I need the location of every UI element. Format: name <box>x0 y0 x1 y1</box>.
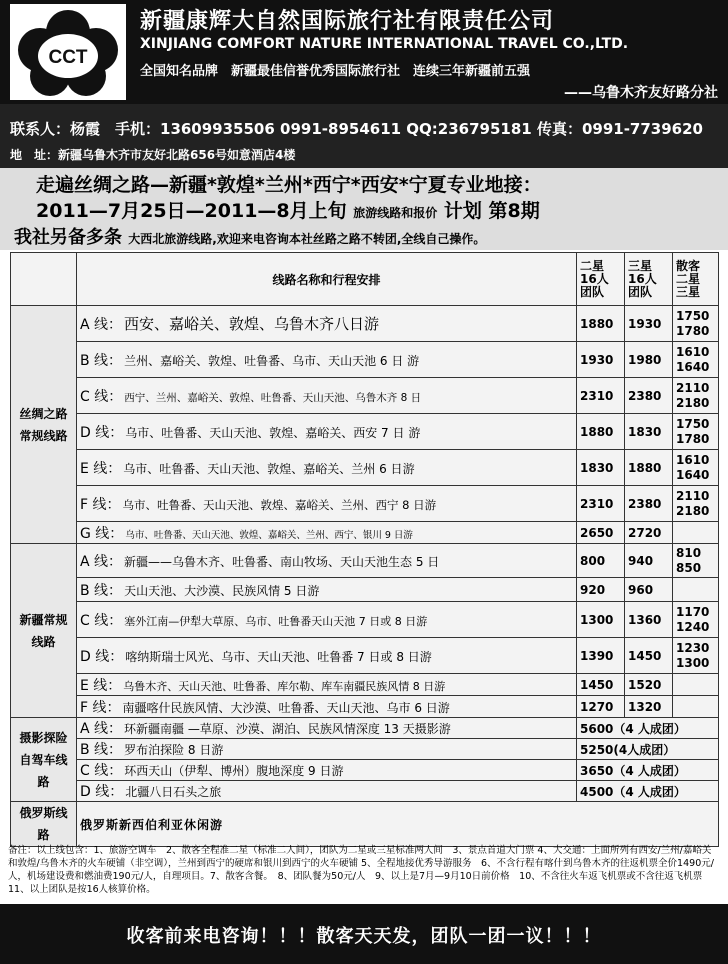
price-3star: 1360 <box>625 602 673 638</box>
group-label-photography: 摄影探险自驾车线路 <box>11 718 77 802</box>
route-code: B 线： <box>80 352 123 369</box>
table-row <box>11 342 719 378</box>
table-row <box>11 450 719 486</box>
route-desc: 新疆——乌鲁木齐、吐鲁番、南山牧场、天山天池生态 5 日 <box>124 554 440 569</box>
group-price: 4500（4 人成团） <box>577 781 719 802</box>
header <box>0 0 728 104</box>
price-2star: 1300 <box>577 602 625 638</box>
table-row <box>11 544 719 578</box>
table-row <box>11 781 719 802</box>
price-individual: 1170 1240 <box>673 602 719 638</box>
route-desc: 乌鲁木齐、天山天池、吐鲁番、库尔勒、库车南疆民族风情 8 日游 <box>123 679 446 693</box>
table-row <box>11 378 719 414</box>
table-row <box>11 306 719 342</box>
slogan: 全国知名品牌 新疆最佳信誉优秀国际旅行社 连续三年新疆前五强 <box>140 64 531 79</box>
more-routes-desc: 大西北旅游线路,欢迎来电咨询本社丝路之路不转团,全线自己操作。 <box>128 232 486 246</box>
table-row <box>11 522 719 544</box>
route-desc: 南疆喀什民族风情、大沙漠、吐鲁番、天山天池、乌市 6 日游 <box>122 700 450 715</box>
price-individual <box>673 522 719 544</box>
route-code: E 线： <box>80 677 122 694</box>
price-2star: 1270 <box>577 696 625 718</box>
price-2star: 1830 <box>577 450 625 486</box>
price-individual: 2110 2180 <box>673 378 719 414</box>
route-code: F 线： <box>80 496 121 513</box>
address-line: 地 址：新疆乌鲁木齐市友好北路656号如意酒店4楼 <box>10 148 296 162</box>
banner-line-3 <box>14 223 485 249</box>
price-2star: 1450 <box>577 674 625 696</box>
price-3star: 1520 <box>625 674 673 696</box>
price-3star: 1880 <box>625 450 673 486</box>
price-3star: 1980 <box>625 342 673 378</box>
price-individual <box>673 578 719 602</box>
branch-name: ——乌鲁木齐友好路分社 <box>564 85 718 101</box>
issue-number: 计划 第8期 <box>443 200 540 222</box>
table-row <box>11 674 719 696</box>
price-individual <box>673 696 719 718</box>
route-code: C 线： <box>80 388 123 405</box>
route-desc: 乌市、吐鲁番、天山天池、敦煌、嘉峪关、兰州、西宁 8 日游 <box>122 497 437 512</box>
price-2star: 920 <box>577 578 625 602</box>
price-3star: 1450 <box>625 638 673 674</box>
price-3star: 1830 <box>625 414 673 450</box>
header-col-individual: 散客 二星 三星 <box>673 253 719 306</box>
plan-label: 旅游线路和报价 <box>353 206 438 220</box>
price-2star: 2310 <box>577 378 625 414</box>
price-3star: 2720 <box>625 522 673 544</box>
table-row <box>11 578 719 602</box>
footer-slogan: 收客前来电咨询！！！散客天天发，团队一团一议！！！ <box>126 926 602 947</box>
route-code: G 线： <box>80 525 124 542</box>
route-desc: 罗布泊探险 8 日游 <box>124 743 224 757</box>
logo-text: CCT <box>48 47 88 68</box>
price-individual <box>673 674 719 696</box>
price-individual: 1750 1780 <box>673 414 719 450</box>
table-row <box>11 486 719 522</box>
group-price: 3650（4 人成团） <box>577 760 719 781</box>
banner-line-2 <box>36 196 540 223</box>
route-code: A 线： <box>80 721 123 737</box>
price-2star: 1880 <box>577 306 625 342</box>
price-individual: 1610 1640 <box>673 342 719 378</box>
company-name-cn: 新疆康辉大自然国际旅行社有限责任公司 <box>140 9 555 34</box>
route-code: D 线： <box>80 648 124 665</box>
cct-logo <box>10 4 126 100</box>
route-desc: 喀纳斯瑞士风光、乌市、天山天池、吐鲁番 7 日或 8 日游 <box>125 649 432 664</box>
route-code: D 线： <box>80 784 124 800</box>
route-desc: 乌市、吐鲁番、天山天池、敦煌、嘉峪关、兰州 6 日游 <box>123 461 415 476</box>
route-code: D 线： <box>80 424 124 441</box>
route-code: C 线： <box>80 763 123 779</box>
contact-line: 联系人：杨霞 手机：13609935506 0991-8954611 QQ:236795181 传真：0991-7739620 <box>10 120 703 138</box>
header-col-3star: 三星 16人 团队 <box>625 253 673 306</box>
route-desc: 塞外江南—伊犁大草原、乌市、吐鲁番天山天池 7 日或 8 日游 <box>124 614 428 628</box>
route-desc: 兰州、嘉峪关、敦煌、吐鲁番、乌市、天山天池 6 日 游 <box>124 353 420 368</box>
route-desc: 西安、嘉峪关、敦煌、乌鲁木齐八日游 <box>124 315 380 333</box>
price-3star: 2380 <box>625 378 673 414</box>
banner-line-1: 走遍丝绸之路—新疆*敦煌*兰州*西宁*西安*宁夏专业地接： <box>36 174 542 196</box>
route-code: B 线： <box>80 582 123 599</box>
route-desc: 乌市、吐鲁番、天山天池、敦煌、嘉峪关、兰州、西宁、银川 9 日游 <box>125 529 413 541</box>
price-individual: 2110 2180 <box>673 486 719 522</box>
route-code: A 线： <box>80 317 123 333</box>
header-col-2star: 二星 16人 团队 <box>577 253 625 306</box>
price-individual: 810 850 <box>673 544 719 578</box>
table-row <box>11 638 719 674</box>
table-header-row <box>11 253 719 306</box>
price-2star: 2650 <box>577 522 625 544</box>
price-2star: 2310 <box>577 486 625 522</box>
price-2star: 1880 <box>577 414 625 450</box>
table-row <box>11 739 719 760</box>
table-row <box>11 414 719 450</box>
title-banner <box>0 168 728 250</box>
table-row <box>11 802 719 847</box>
price-3star: 940 <box>625 544 673 578</box>
route-desc: 西宁、兰州、嘉峪关、敦煌、吐鲁番、天山天池、乌鲁木齐 8 日 <box>124 391 422 404</box>
group-price: 5250(4人成团） <box>577 739 719 760</box>
route-table <box>10 252 719 847</box>
table-row <box>11 760 719 781</box>
footer-bar <box>0 904 728 964</box>
contact-bar <box>0 104 728 168</box>
remarks: 备注：以上线包含：1、旅游空调车 2、散客全程准二星（标准二人间），团队为二星或三星标准两人间 3、景点首道大门票 4、大交通：上面所列有西安/兰州/嘉峪关和敦煌/乌鲁木齐的火车硬铺（非空调），兰州到西宁的硬席和银川到西宁的火车硬铺 5、全程地接优秀导游服务 6、不含行程有喀什到乌鲁木齐的往返机票全价1490元/人，机场建设费和燃油费190元/人，自理项目。7、散客含餐。 8、团队餐为50元/人 9、以上是7月—9月10日前价格 10、不含往火车返飞机票或不含往返飞机票 11、以上团队是按16人核算价格。 <box>8 845 714 895</box>
date-range: 2011—7月25日—2011—8月上旬 <box>36 200 347 222</box>
route-desc: 环西天山（伊犁、博州）腹地深度 9 日游 <box>124 764 344 778</box>
price-2star: 800 <box>577 544 625 578</box>
header-route-name: 线路名称和行程安排 <box>77 253 577 306</box>
price-individual: 1610 1640 <box>673 450 719 486</box>
route-desc: 天山天池、大沙漠、民族风情 5 日游 <box>124 583 320 598</box>
route-code: E 线： <box>80 460 122 477</box>
route-code: B 线： <box>80 742 123 758</box>
route-desc: 乌市、吐鲁番、天山天池、敦煌、嘉峪关、西安 7 日 游 <box>125 425 421 440</box>
route-desc: 北疆八日石头之旅 <box>125 785 222 799</box>
group-label-xinjiang: 新疆常规线路 <box>11 544 77 718</box>
group-label-russia: 俄罗斯线路 <box>11 802 77 847</box>
route-code: F 线： <box>80 699 121 716</box>
route-code: C 线： <box>80 612 123 629</box>
table-row <box>11 602 719 638</box>
route-code: A 线： <box>80 553 123 570</box>
price-3star: 1320 <box>625 696 673 718</box>
price-2star: 1390 <box>577 638 625 674</box>
price-2star: 1930 <box>577 342 625 378</box>
price-individual: 1230 1300 <box>673 638 719 674</box>
flower-logo-icon <box>10 4 126 100</box>
table-row <box>11 696 719 718</box>
table-row <box>11 718 719 739</box>
russia-route: 俄罗斯新西伯利亚休闲游 <box>77 802 719 847</box>
price-3star: 960 <box>625 578 673 602</box>
price-3star: 1930 <box>625 306 673 342</box>
group-label-silk-road: 丝绸之路常规线路 <box>11 306 77 544</box>
more-routes-label: 我社另备多条 <box>14 227 122 248</box>
price-individual: 1750 1780 <box>673 306 719 342</box>
company-name-en: XINJIANG COMFORT NATURE INTERNATIONAL TRAVEL CO.,LTD. <box>140 36 629 52</box>
group-price: 5600（4 人成团） <box>577 718 719 739</box>
price-3star: 2380 <box>625 486 673 522</box>
route-desc: 环新疆南疆 —草原、沙漠、湖泊、民族风情深度 13 天摄影游 <box>124 722 451 736</box>
